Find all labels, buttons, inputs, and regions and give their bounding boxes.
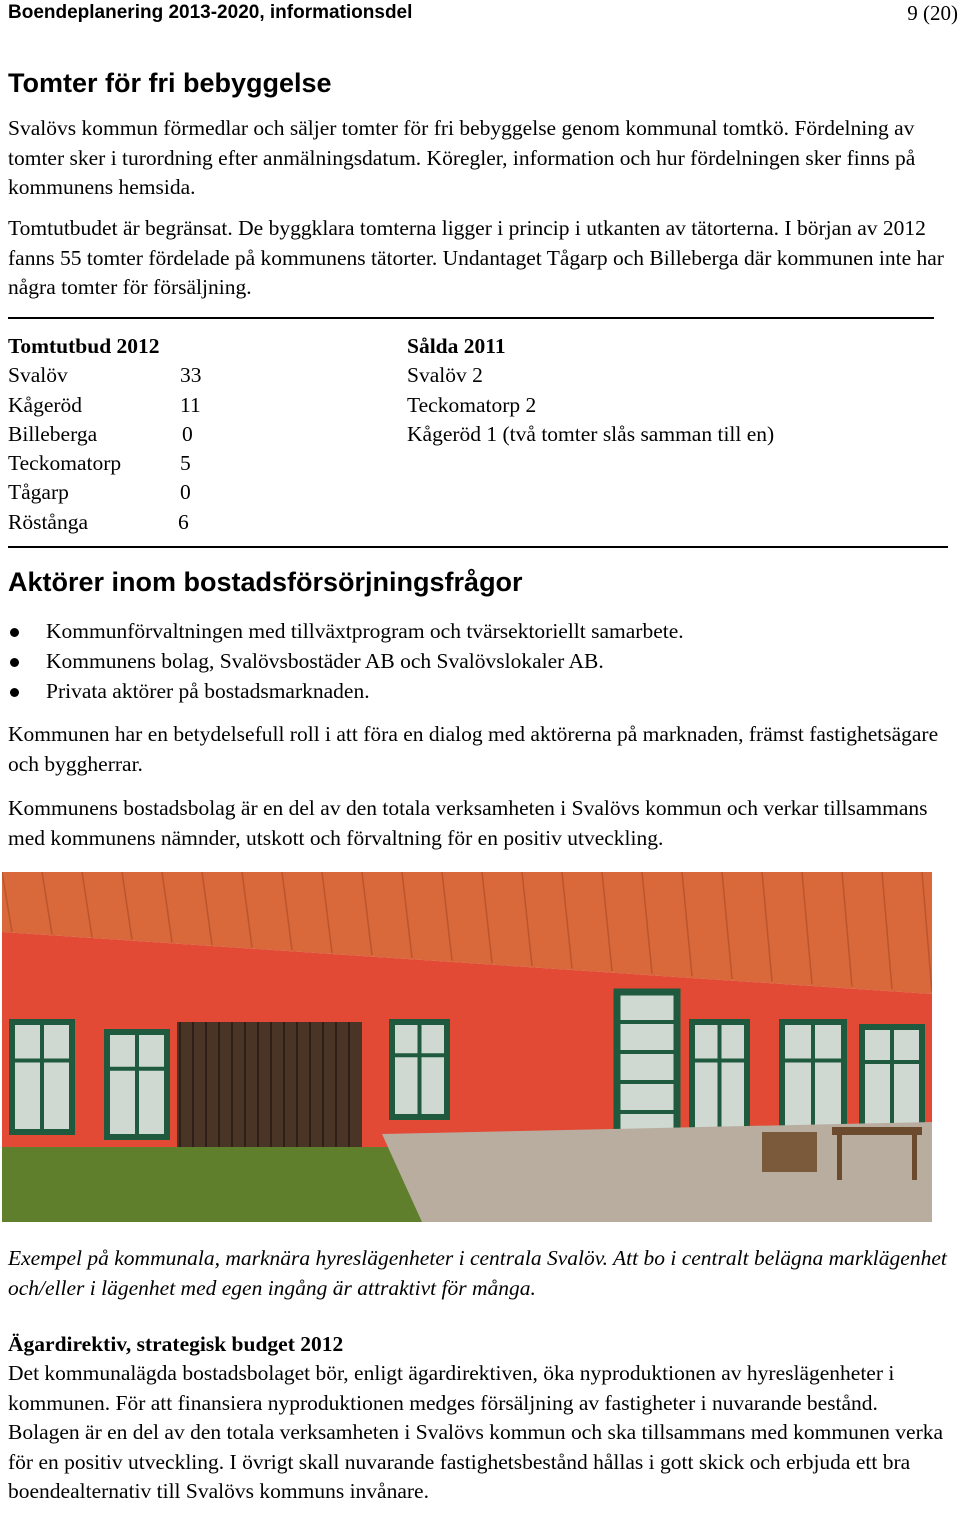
list-item: Kågeröd 1 (två tomter slås samman till en) (407, 421, 775, 446)
table-row (8, 449, 388, 478)
wooden-fence (177, 1022, 362, 1162)
list-item (8, 646, 684, 676)
bullet-icon (10, 628, 19, 637)
page-number: 9 (20) (907, 1, 958, 25)
section-heading-agardirektiv: Ägardirektiv, strategisk budget 2012 (8, 1332, 344, 1356)
table-row (8, 391, 388, 420)
paragraph-tomtko: Svalövs kommun förmedlar och säljer tomter för fri bebyggelse genom kommunal tomtkö. Fördelning av tomter sker i turordning efter anmälningsdatum. Köregler, information och hur fördelningen sker finns på kommunens hemsida. (8, 116, 916, 199)
plot-count: 5 (180, 451, 191, 476)
plot-count: 6 (178, 509, 189, 534)
door (617, 992, 677, 1142)
photo-caption: Exempel på kommunala, marknära hyreslägenheter i centrala Svalöv. Att bo i centralt belägna marklägenhet och/eller i lägenhet med egen ingång är attraktivt för många. (8, 1246, 947, 1300)
bullet-text: Kommunens bolag, Svalövsbostäder AB och Svalövslokaler AB. (46, 649, 604, 673)
bullet-text: Privata aktörer på bostadsmarknaden. (46, 679, 370, 703)
salda-header: Sålda 2011 (407, 334, 506, 358)
list-item: Teckomatorp 2 (407, 392, 537, 417)
fence-panel (177, 1022, 362, 1162)
list-item (8, 616, 684, 646)
bullet-icon (10, 658, 19, 667)
bullet-icon (10, 688, 19, 697)
place-name: Billeberga (8, 421, 98, 446)
actors-list (8, 616, 684, 706)
list-item (8, 676, 684, 706)
housing-illustration (2, 872, 932, 1222)
chair (762, 1132, 817, 1172)
paragraph-tomtutbud: Tomtutbudet är begränsat. De byggklara tomterna ligger i princip i utkanten av tätorterna. I början av 2012 fanns 55 tomter fördelade på kommunens tätorter. Undantaget Tågarp och Billeberga där kommunen inte har några tomter för försäljning. (8, 216, 944, 299)
table-row (8, 478, 388, 507)
section-heading-tomter: Tomter för fri bebyggelse (8, 68, 332, 98)
place-name: Kågeröd (8, 392, 83, 417)
tomtutbud-table (8, 332, 388, 537)
housing-photo (2, 872, 932, 1222)
plot-count: 11 (180, 392, 201, 417)
paragraph-agardirektiv: Det kommunalägda bostadsbolaget bör, enligt ägardirektiven, öka nyproduktionen av hyreslägenheter i kommunen. För att finansiera nyproduktionen medges försäljning av fastigheter i nuvarande bestånd. Bolagen är en del av den totala verksamheten i Svalövs kommun och ska tillsammans med kommunen verka för en positiv utveckling. I övrigt skall nuvarande fastighetsbestånd hållas i gott skick och erbjuda ett bra boendealternativ till Svalövs kommuns invånare. (8, 1361, 944, 1503)
table-top-rule (8, 317, 934, 319)
tomtutbud-header: Tomtutbud 2012 (8, 334, 160, 358)
salda-table (407, 332, 947, 449)
place-name: Teckomatorp (8, 451, 122, 476)
table-row (8, 361, 388, 390)
table-row (8, 508, 388, 537)
paragraph-bostadsbolag: Kommunens bostadsbolag är en del av den totala verksamheten i Svalövs kommun och verkar tillsammans med kommunens nämnder, utskott och förvaltning för en positiv utveckling. (8, 796, 928, 850)
bullet-text: Kommunförvaltningen med tillväxtprogram och tvärsektoriellt samarbete. (46, 619, 684, 643)
list-item: Svalöv 2 (407, 363, 483, 388)
door-frame (617, 992, 677, 1142)
section-heading-aktorer: Aktörer inom bostadsförsörjningsfrågor (8, 567, 523, 597)
paragraph-dialog: Kommunen har en betydelsefull roll i att föra en dialog med aktörerna på marknaden, främst fastighetsägare och byggherrar. (8, 722, 939, 776)
table-row (8, 420, 388, 449)
table-bottom-rule (8, 546, 948, 548)
plot-count: 33 (180, 363, 202, 388)
plot-count: 0 (180, 480, 191, 505)
place-name: Svalöv (8, 363, 68, 388)
table-top (832, 1127, 922, 1135)
place-name: Tågarp (8, 480, 69, 505)
table-leg (912, 1135, 917, 1180)
place-name: Röstånga (8, 509, 89, 534)
plot-count: 0 (182, 421, 193, 446)
paving (382, 1122, 932, 1222)
table-leg (837, 1135, 842, 1180)
document-header-title: Boendeplanering 2013-2020, informationsdel (8, 2, 413, 23)
